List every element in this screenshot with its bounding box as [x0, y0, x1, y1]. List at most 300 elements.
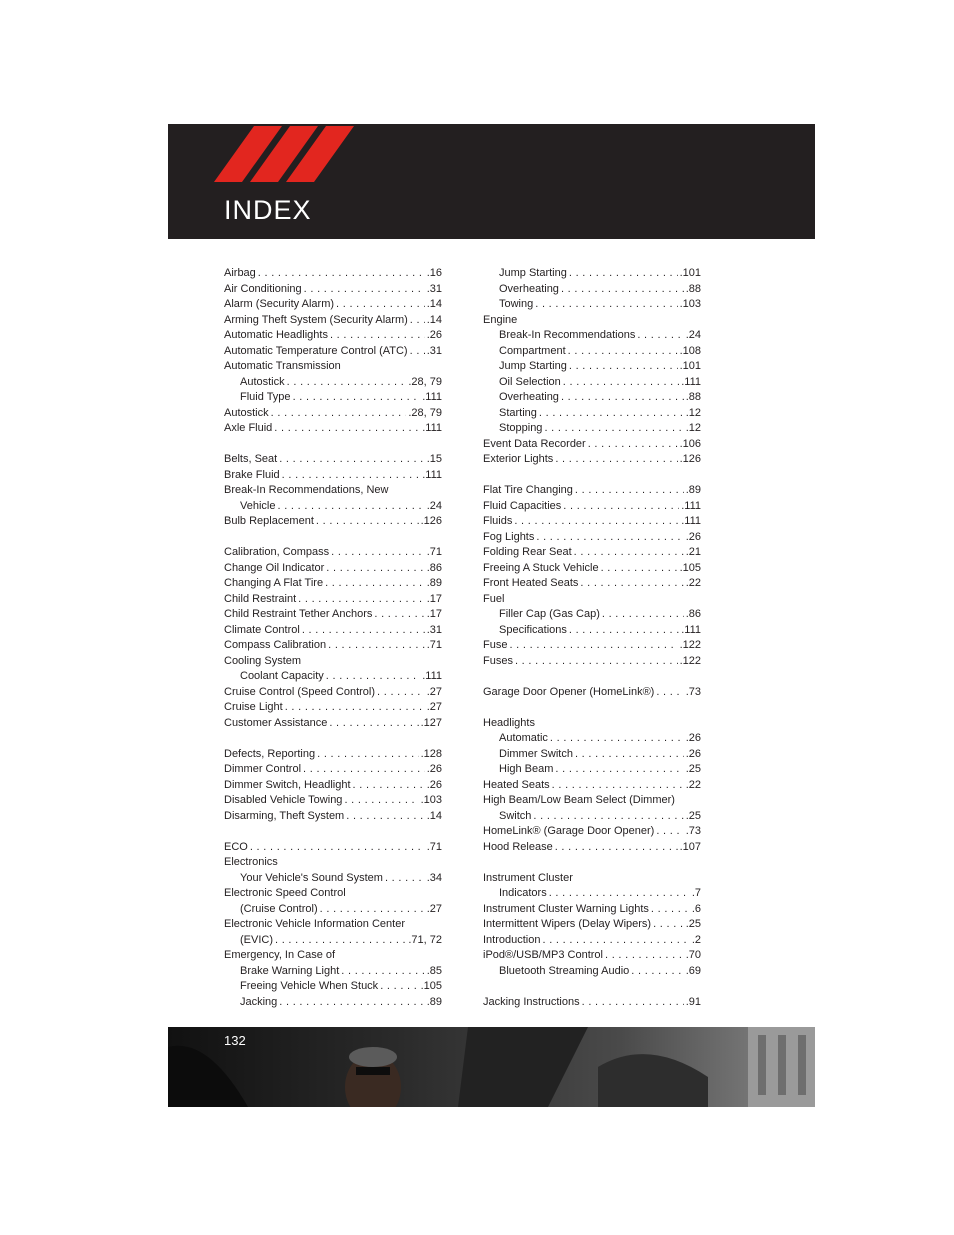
index-entry-label: Towing: [499, 298, 534, 310]
index-entry: [224, 778, 442, 794]
index-entry-label: Automatic: [499, 732, 548, 744]
index-spacer: [483, 700, 701, 716]
dot-leader: [330, 328, 425, 344]
index-heading: Fuel: [483, 592, 505, 605]
index-entry-label: Customer Assistance: [224, 716, 328, 729]
index-entry: [224, 468, 442, 484]
index-entry: [224, 313, 442, 329]
dot-leader: [574, 545, 684, 561]
dot-leader: [514, 514, 679, 530]
dot-leader: [509, 638, 677, 654]
dot-leader: [535, 297, 677, 313]
index-entry-label: Specifications: [499, 623, 567, 636]
index-heading: Emergency, In Case of: [224, 949, 336, 961]
dot-leader: [568, 344, 678, 360]
index-entry: [483, 824, 701, 840]
index-entry-label: Flat Tire Changing: [483, 484, 573, 496]
index-entry: [224, 592, 442, 608]
index-heading: Engine: [483, 313, 518, 326]
index-entry-page: .21: [685, 546, 701, 558]
index-entry-label: Child Restraint Tether Anchors: [224, 608, 373, 620]
index-entry: [224, 375, 442, 391]
index-entry-page: .2: [691, 933, 701, 946]
index-entry-label: Defects, Reporting: [224, 747, 316, 760]
index-entry-page: .24: [685, 329, 701, 341]
index-heading: Electronic Speed Control: [224, 887, 346, 899]
dot-leader: [631, 964, 683, 980]
page-number: 132: [224, 1033, 246, 1048]
dot-leader: [582, 995, 684, 1011]
index-heading: Cooling System: [224, 654, 302, 667]
index-entry-label: Jacking Instructions: [483, 995, 580, 1008]
index-entry-page: .25: [685, 918, 701, 930]
index-heading: Break-In Recommendations, New: [224, 484, 389, 496]
dot-leader: [410, 344, 425, 360]
index-entry-page: .31: [426, 623, 442, 636]
dot-leader: [602, 607, 684, 623]
index-entry: [224, 561, 442, 577]
index-entry-page: .85: [426, 964, 442, 977]
index-entry: [224, 793, 442, 809]
index-entry: [483, 545, 701, 561]
index-heading: High Beam/Low Beam Select (Dimmer): [483, 794, 675, 806]
index-entry-label: Overheating: [499, 391, 559, 403]
index-entry: [483, 483, 701, 499]
index-entry-page: .122: [679, 654, 701, 667]
brand-stripes-logo: [214, 124, 364, 184]
index-entry: [483, 390, 701, 406]
index-entry-label: (EVIC): [240, 933, 273, 946]
index-entry-label: Automatic Temperature Control (ATC): [224, 344, 408, 357]
index-entry-label: Jump Starting: [499, 360, 567, 372]
index-entry-page: .28, 79: [408, 375, 442, 388]
index-entry-page: .111: [422, 422, 442, 434]
index-entry: [483, 902, 701, 918]
dot-leader: [515, 654, 678, 670]
index-entry-label: Switch: [499, 809, 532, 822]
index-entry-page: .103: [420, 794, 442, 806]
dot-leader: [549, 886, 690, 902]
index-entry: [483, 840, 701, 856]
index-entry: [224, 669, 442, 685]
dot-leader: [274, 421, 420, 437]
index-entry-page: .126: [679, 453, 701, 465]
index-entry-label: Vehicle: [240, 499, 276, 512]
index-entry: [224, 328, 442, 344]
index-entry: [483, 282, 701, 298]
index-entry: [483, 437, 701, 453]
index-heading: Electronics: [224, 856, 278, 868]
index-entry-page: .126: [420, 515, 442, 527]
index-entry-label: Oil Selection: [499, 375, 561, 388]
index-entry-label: Compass Calibration: [224, 639, 327, 651]
dot-leader: [329, 716, 418, 732]
index-entry-label: iPod®/USB/MP3 Control: [483, 949, 603, 961]
index-entry: [483, 964, 701, 980]
page-title: INDEX: [224, 195, 312, 225]
dot-leader: [282, 468, 421, 484]
index-entry: [483, 809, 701, 825]
index-entry-label: Automatic Headlights: [224, 329, 328, 341]
index-entry: [224, 282, 442, 298]
dot-leader: [575, 747, 684, 763]
dot-leader: [328, 638, 425, 654]
dot-leader: [271, 406, 407, 422]
index-entry-label: Brake Fluid: [224, 468, 280, 481]
index-entry-label: Autostick: [240, 375, 285, 388]
index-entry-page: .17: [426, 592, 442, 605]
index-spacer: [483, 468, 701, 484]
index-entry-page: .24: [426, 499, 442, 512]
index-entry-page: .107: [679, 840, 701, 853]
index-entry-label: HomeLink® (Garage Door Opener): [483, 825, 655, 837]
index-entry-label: Exterior Lights: [483, 453, 554, 465]
index-entry-label: Fluid Capacities: [483, 499, 562, 512]
index-entry: [224, 452, 442, 468]
index-entry-label: Stopping: [499, 422, 543, 434]
index-entry-page: .7: [691, 887, 701, 899]
dot-leader: [555, 452, 677, 468]
index-entry-label: Freeing A Stuck Vehicle: [483, 561, 599, 574]
index-entry: [224, 297, 442, 313]
dot-leader: [653, 917, 684, 933]
index-entry-page: .88: [685, 282, 701, 295]
index-entry-page: .27: [426, 685, 442, 698]
index-entry-page: .70: [685, 949, 701, 961]
index-entry-label: Airbag: [224, 267, 256, 279]
dot-leader: [380, 979, 418, 995]
index-entry-label: Folding Rear Seat: [483, 546, 572, 558]
index-entry-label: Calibration, Compass: [224, 546, 330, 558]
dot-leader: [374, 607, 424, 623]
index-spacer: [224, 731, 442, 747]
index-spacer: [224, 437, 442, 453]
index-entry: [483, 576, 701, 592]
index-entry: [483, 685, 701, 701]
index-entry-page: .34: [426, 871, 442, 884]
index-entry-label: Fog Lights: [483, 530, 535, 543]
dot-leader: [341, 964, 424, 980]
index-entry-label: Child Restraint: [224, 592, 297, 605]
index-entry: [483, 762, 701, 778]
dot-leader: [561, 282, 684, 298]
index-entry: [483, 514, 701, 530]
index-entry-label: Intermittent Wipers (Delay Wipers): [483, 918, 652, 930]
index-entry: [224, 390, 442, 406]
index-entry-page: .86: [685, 608, 701, 620]
index-entry-page: .111: [422, 468, 442, 481]
dot-leader: [385, 871, 425, 887]
dot-leader: [561, 390, 684, 406]
index-heading: Electronic Vehicle Information Center: [224, 918, 405, 930]
dot-leader: [336, 297, 425, 313]
index-entry-label: Hood Release: [483, 840, 553, 853]
index-entry-page: .86: [426, 561, 442, 574]
index-entry-label: Filler Cap (Gas Cap): [499, 608, 600, 620]
index-entry: [483, 638, 701, 654]
index-heading: Instrument Cluster: [483, 871, 573, 884]
index-entry: [224, 514, 442, 530]
index-entry-page: .89: [685, 484, 701, 496]
index-entry-page: .17: [426, 608, 442, 620]
dot-leader: [656, 685, 683, 701]
dot-leader: [533, 809, 683, 825]
index-entry-page: .69: [685, 964, 701, 977]
index-entry-page: .111: [681, 515, 701, 527]
dot-leader: [250, 840, 425, 856]
dot-leader: [563, 375, 679, 391]
index-entry-label: Arming Theft System (Security Alarm): [224, 313, 408, 326]
index-entry-label: Cruise Control (Speed Control): [224, 685, 376, 698]
index-entry-label: High Beam: [499, 763, 554, 775]
index-entry-label: (Cruise Control): [240, 902, 318, 915]
dot-leader: [569, 359, 678, 375]
dot-leader: [279, 995, 424, 1011]
dot-leader: [542, 933, 689, 949]
dot-leader: [555, 762, 683, 778]
index-entry: [224, 623, 442, 639]
index-entry-label: Coolant Capacity: [240, 670, 324, 682]
dot-leader: [555, 840, 678, 856]
index-entry: [224, 545, 442, 561]
index-column-right: [483, 266, 701, 1010]
index-entry-page: .111: [681, 499, 701, 512]
index-entry: [483, 607, 701, 623]
dot-leader: [303, 762, 425, 778]
dot-leader: [326, 561, 424, 577]
index-entry-label: Instrument Cluster Warning Lights: [483, 902, 649, 915]
index-entry: [483, 995, 701, 1011]
index-entry-page: .88: [685, 391, 701, 403]
index-entry-label: Break-In Recommendations: [499, 329, 636, 341]
index-entry-label: Heated Seats: [483, 778, 550, 791]
index-entry-label: Disarming, Theft System: [224, 809, 345, 822]
index-entry: [483, 623, 701, 639]
index-entry-page: .16: [426, 267, 442, 279]
index-entry-page: .27: [426, 701, 442, 713]
index-entry: [224, 840, 442, 856]
index-entry: [483, 421, 701, 437]
index-entry: [224, 700, 442, 716]
index-entry-page: .14: [426, 298, 442, 310]
index-entry-label: Bulb Replacement: [224, 515, 314, 527]
index-entry: [483, 530, 701, 546]
index-entry: [224, 421, 442, 437]
index-entry: [483, 266, 701, 282]
dot-leader: [316, 514, 419, 530]
index-entry-page: .71: [426, 546, 442, 558]
index-entry-page: .12: [685, 406, 701, 419]
index-entry: [483, 375, 701, 391]
index-entry-page: .14: [426, 313, 442, 326]
index-entry: [224, 902, 442, 918]
index-entry-page: .111: [681, 623, 701, 636]
index-entry-page: .89: [426, 577, 442, 589]
index-entry: [224, 266, 442, 282]
index-entry-page: .22: [685, 778, 701, 791]
index-entry: [483, 297, 701, 313]
index-entry-page: .25: [685, 763, 701, 775]
index-spacer: [224, 530, 442, 546]
index-heading: Automatic Transmission: [224, 360, 341, 372]
index-entry-label: Introduction: [483, 933, 541, 946]
dot-leader: [304, 282, 425, 298]
index-entry: [483, 561, 701, 577]
dot-leader: [353, 778, 425, 794]
dot-leader: [346, 809, 424, 825]
dot-leader: [302, 623, 425, 639]
index-entry: [224, 406, 442, 422]
index-entry: [224, 964, 442, 980]
dot-leader: [580, 576, 683, 592]
index-entry-label: Axle Fluid: [224, 422, 273, 434]
dot-leader: [317, 747, 418, 763]
index-entry-page: .26: [685, 530, 701, 543]
index-entry: [224, 747, 442, 763]
index-entry: [483, 328, 701, 344]
dot-leader: [275, 933, 406, 949]
index-entry: [224, 638, 442, 654]
index-entry: [224, 344, 442, 360]
index-entry-label: Overheating: [499, 282, 559, 295]
dot-leader: [298, 592, 425, 608]
index-entry-page: .26: [426, 778, 442, 791]
dot-leader: [569, 266, 678, 282]
index-entry: [224, 933, 442, 949]
dot-leader: [279, 452, 425, 468]
dot-leader: [410, 313, 425, 329]
index-entry: [483, 948, 701, 964]
index-spacer: [483, 855, 701, 871]
index-entry: [224, 979, 442, 995]
index-entry-label: Garage Door Opener (HomeLink®): [483, 685, 655, 698]
footer-photo: [168, 1027, 815, 1107]
index-entry: [483, 406, 701, 422]
footer-banner: [168, 1027, 815, 1107]
index-entry: [224, 762, 442, 778]
index-entry-page: .101: [679, 360, 701, 372]
index-entry-label: Air Conditioning: [224, 282, 302, 295]
dot-leader: [651, 902, 690, 918]
index-entry-page: .127: [420, 716, 442, 729]
index-entry-label: Dimmer Switch: [499, 747, 573, 760]
index-entry-label: Changing A Flat Tire: [224, 577, 324, 589]
index-entry: [483, 452, 701, 468]
index-entry-label: Freeing Vehicle When Stuck: [240, 980, 379, 992]
index-entry: [483, 654, 701, 670]
index-entry: [483, 359, 701, 375]
index-entry-label: Event Data Recorder: [483, 437, 586, 450]
dot-leader: [344, 793, 418, 809]
dot-leader: [325, 576, 425, 592]
index-entry: [224, 995, 442, 1011]
dot-leader: [326, 669, 420, 685]
dot-leader: [293, 390, 421, 406]
index-entry: [224, 871, 442, 887]
index-spacer: [224, 824, 442, 840]
dot-leader: [605, 948, 684, 964]
index-entry: [224, 499, 442, 515]
index-entry-label: Fuse: [483, 639, 508, 651]
dot-leader: [287, 375, 407, 391]
index-entry: [224, 809, 442, 825]
index-entry-page: .103: [679, 298, 701, 310]
index-entry-page: .105: [420, 980, 442, 992]
index-entry: [224, 607, 442, 623]
dot-leader: [601, 561, 678, 577]
index-spacer: [483, 669, 701, 685]
index-entry-page: .6: [691, 902, 701, 915]
index-entry-label: Fluids: [483, 515, 513, 527]
index-entry: [483, 499, 701, 515]
index-entry-label: Dimmer Switch, Headlight: [224, 778, 351, 791]
index-entry-label: Dimmer Control: [224, 763, 302, 775]
index-entry-page: .26: [426, 763, 442, 775]
index-entry-page: .14: [426, 809, 442, 822]
index-entry-label: Disabled Vehicle Towing: [224, 794, 343, 806]
index-entry-label: Fuses: [483, 654, 513, 667]
index-entry: [483, 344, 701, 360]
index-entry: [483, 933, 701, 949]
index-entry-page: .71, 72: [408, 933, 442, 946]
dot-leader: [569, 623, 679, 639]
index-entry-label: Autostick: [224, 406, 269, 419]
index-entry: [483, 886, 701, 902]
index-entry: [224, 685, 442, 701]
index-entry-page: .15: [426, 453, 442, 465]
header-banner: [168, 124, 815, 239]
index-entry-page: .71: [426, 639, 442, 651]
index-entry-label: Brake Warning Light: [240, 964, 340, 977]
index-column-left: [224, 266, 442, 1010]
index-entry-page: .105: [679, 561, 701, 574]
dot-leader: [552, 778, 684, 794]
index-entry: [483, 731, 701, 747]
dot-leader: [258, 266, 425, 282]
index-entry-page: .101: [679, 267, 701, 279]
index-spacer: [483, 979, 701, 995]
index-entry-page: .31: [426, 344, 442, 357]
index-entry-page: .26: [426, 329, 442, 341]
index-entry-page: .26: [685, 747, 701, 760]
index-heading: Headlights: [483, 716, 535, 729]
index-entry-page: .111: [422, 391, 442, 403]
index-entry: [224, 716, 442, 732]
index-entry-label: Cruise Light: [224, 701, 283, 713]
dot-leader: [563, 499, 679, 515]
dot-leader: [331, 545, 425, 561]
dot-leader: [575, 483, 684, 499]
index-entry-label: Starting: [499, 406, 537, 419]
index-entry: [483, 747, 701, 763]
index-entry-page: .27: [426, 902, 442, 915]
index-entry-page: .128: [420, 747, 442, 760]
dot-leader: [656, 824, 683, 840]
index-entry-label: Bluetooth Streaming Audio: [499, 964, 630, 977]
index-entry-page: .31: [426, 282, 442, 295]
index-entry-label: Jump Starting: [499, 267, 567, 279]
index-entry-label: Front Heated Seats: [483, 577, 579, 589]
index-entry-label: Climate Control: [224, 623, 300, 636]
dot-leader: [588, 437, 678, 453]
index-entry-label: Fluid Type: [240, 391, 291, 403]
index-entry-page: .89: [426, 995, 442, 1008]
index-entry-label: Compartment: [499, 344, 566, 357]
index-entry: [483, 778, 701, 794]
index-entry-page: .91: [685, 995, 701, 1008]
dot-leader: [377, 685, 425, 701]
dot-leader: [285, 700, 425, 716]
